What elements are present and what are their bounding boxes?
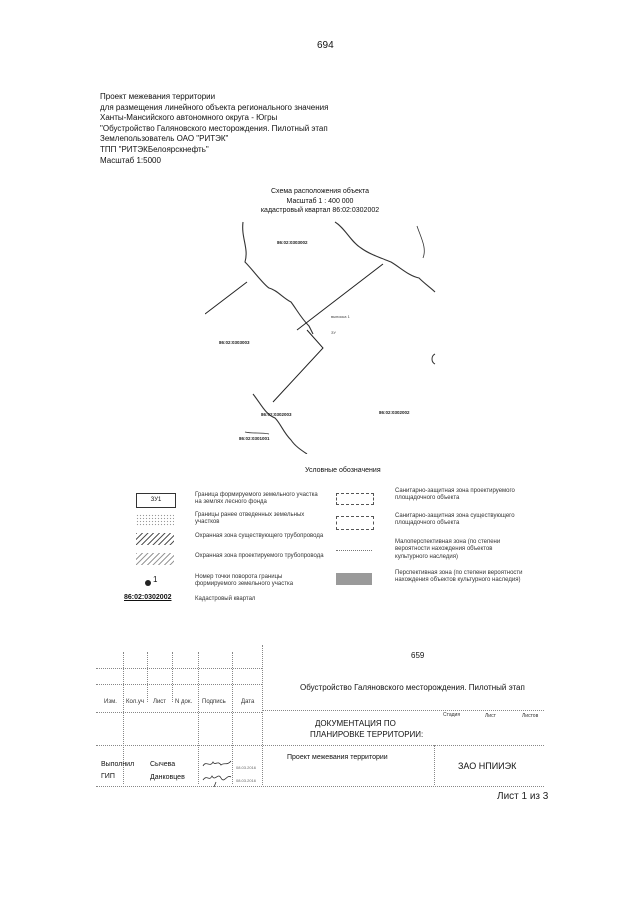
legend-quarter-label: 86:02:0302002 bbox=[124, 594, 172, 601]
legend-point-label: 1 bbox=[153, 575, 158, 584]
grid-line bbox=[96, 712, 262, 713]
river-line bbox=[243, 222, 313, 334]
map-symbol bbox=[432, 354, 435, 364]
legend-text: Малоперспективная зона (по степени вероятности нахождения объектов культурного наследия) bbox=[395, 539, 501, 560]
signature-icon bbox=[200, 756, 234, 788]
role-name: Данковцев bbox=[150, 774, 185, 781]
legend-symbol-low-prospect bbox=[336, 550, 372, 551]
scheme-scale: Масштаб 1 : 400 000 bbox=[286, 197, 354, 205]
river-line bbox=[253, 394, 307, 454]
legend-text: Номер точки поворота границы формируемого земельного участка bbox=[195, 574, 294, 588]
stage-header: Лист bbox=[485, 713, 496, 719]
header-line: Проект межевания территории bbox=[100, 92, 216, 101]
legend-text: Кадастровый квартал bbox=[195, 596, 256, 602]
project-title: Обустройство Галяновского месторождения. Пилотный этап bbox=[300, 683, 525, 692]
stage-header: Листов bbox=[522, 713, 539, 719]
legend-symbol-zu bbox=[136, 493, 176, 508]
grid-line bbox=[147, 652, 148, 702]
col-header: Изм. bbox=[104, 699, 117, 705]
header-line: Ханты-Мансийского автономного округа - Югры bbox=[100, 113, 278, 123]
legend-text: Санитарно-защитная зона существующего площадочного объекта bbox=[395, 513, 515, 527]
doc-title: ПЛАНИРОВКЕ ТЕРРИТОРИИ: bbox=[310, 730, 424, 739]
legend-text: Перспективная зона (по степени вероятности нахождения объектов культурного наследия) bbox=[395, 570, 523, 584]
stage-header: Стадия bbox=[443, 712, 461, 718]
river-line bbox=[417, 226, 424, 258]
col-header: Кол.уч bbox=[126, 699, 144, 705]
grid-line bbox=[172, 652, 173, 702]
header-line: "Обустройство Галяновского месторождения. Пилотный этап bbox=[100, 123, 328, 133]
map-label-site: ЗУ bbox=[331, 330, 336, 335]
page-number: 694 bbox=[317, 40, 334, 51]
col-header: Подпись bbox=[202, 699, 226, 705]
river-line bbox=[245, 432, 269, 434]
legend-symbol-prospect bbox=[336, 573, 372, 585]
grid-line bbox=[96, 786, 544, 787]
header-line: для размещения линейного объекта регионального значения bbox=[100, 102, 329, 112]
role-date: 08.03.2016 bbox=[236, 765, 257, 770]
map-label-quarter: 86:02:0303003 bbox=[219, 340, 250, 345]
map-label-quarter: 86:02:0302002 bbox=[379, 410, 410, 415]
legend-symbol-existing-zone bbox=[136, 533, 174, 545]
legend-text: Границы ранее отведенных земельных участков bbox=[195, 512, 305, 526]
header-line: Землепользователь ОАО "РИТЭК" bbox=[100, 134, 229, 144]
header-line: Масштаб 1:5000 bbox=[100, 155, 161, 165]
grid-line bbox=[96, 668, 262, 669]
scheme-caption bbox=[205, 187, 435, 216]
grid-line bbox=[262, 710, 544, 711]
role-label: ГИП bbox=[101, 773, 115, 780]
legend-text: Санитарно-защитная зона проектируемого площадочного объекта bbox=[395, 488, 515, 502]
map-label-quarter: 86:02:0303002 bbox=[277, 240, 308, 245]
col-header: N док. bbox=[175, 699, 193, 705]
river-line bbox=[335, 222, 435, 292]
legend-title: Условные обозначения bbox=[305, 467, 381, 474]
document-header bbox=[100, 92, 328, 166]
legend-symbol-sanitary-planned bbox=[336, 493, 374, 505]
quarter-boundary bbox=[205, 282, 247, 314]
legend-text: Граница формируемого земельного участка на землях лесного фонда bbox=[195, 492, 318, 506]
legend-symbol-planned-zone bbox=[136, 553, 174, 565]
grid-line bbox=[96, 745, 544, 746]
map-label-site: выноска 1 bbox=[331, 314, 350, 319]
scheme-title: Схема расположения объекта bbox=[271, 188, 369, 195]
header-line: ТПП "РИТЭКБелоярскнефть" bbox=[100, 144, 209, 154]
grid-line bbox=[96, 684, 262, 685]
grid-line bbox=[262, 645, 263, 785]
point-marker-icon bbox=[145, 580, 151, 586]
quarter-boundary bbox=[273, 330, 323, 402]
grid-line bbox=[434, 745, 435, 785]
location-map bbox=[205, 218, 437, 454]
legend-zu-label: ЗУ1 bbox=[150, 497, 162, 503]
col-header: Лист bbox=[153, 699, 167, 705]
map-label-quarter: 86:02:0301001 bbox=[239, 436, 270, 441]
doc-title: ДОКУМЕНТАЦИЯ ПО bbox=[315, 719, 396, 728]
sheet-info: Лист 1 из 3 bbox=[497, 791, 549, 802]
doc-subtitle: Проект межевания территории bbox=[287, 754, 388, 761]
sheet-code: 659 bbox=[411, 651, 425, 660]
quarter-boundary bbox=[297, 264, 383, 330]
map-label-quarter: 86:02:0302003 bbox=[261, 412, 292, 417]
grid-line bbox=[198, 652, 199, 784]
role-name: Сычева bbox=[150, 761, 176, 768]
scheme-quarter: кадастровый квартал 86:02:0302002 bbox=[260, 207, 380, 214]
legend-text: Охранная зона проектируемого трубопровода bbox=[195, 553, 324, 559]
company-name: ЗАО НПИИЭК bbox=[458, 761, 517, 771]
legend-text: Охранная зона существующего трубопровода bbox=[195, 533, 324, 539]
legend-symbol-prior-plots bbox=[136, 514, 174, 526]
col-header: Дата bbox=[241, 699, 255, 705]
role-label: Выполнил bbox=[101, 761, 135, 768]
role-date: 08.03.2016 bbox=[236, 778, 257, 783]
legend-symbol-sanitary-existing bbox=[336, 516, 374, 530]
